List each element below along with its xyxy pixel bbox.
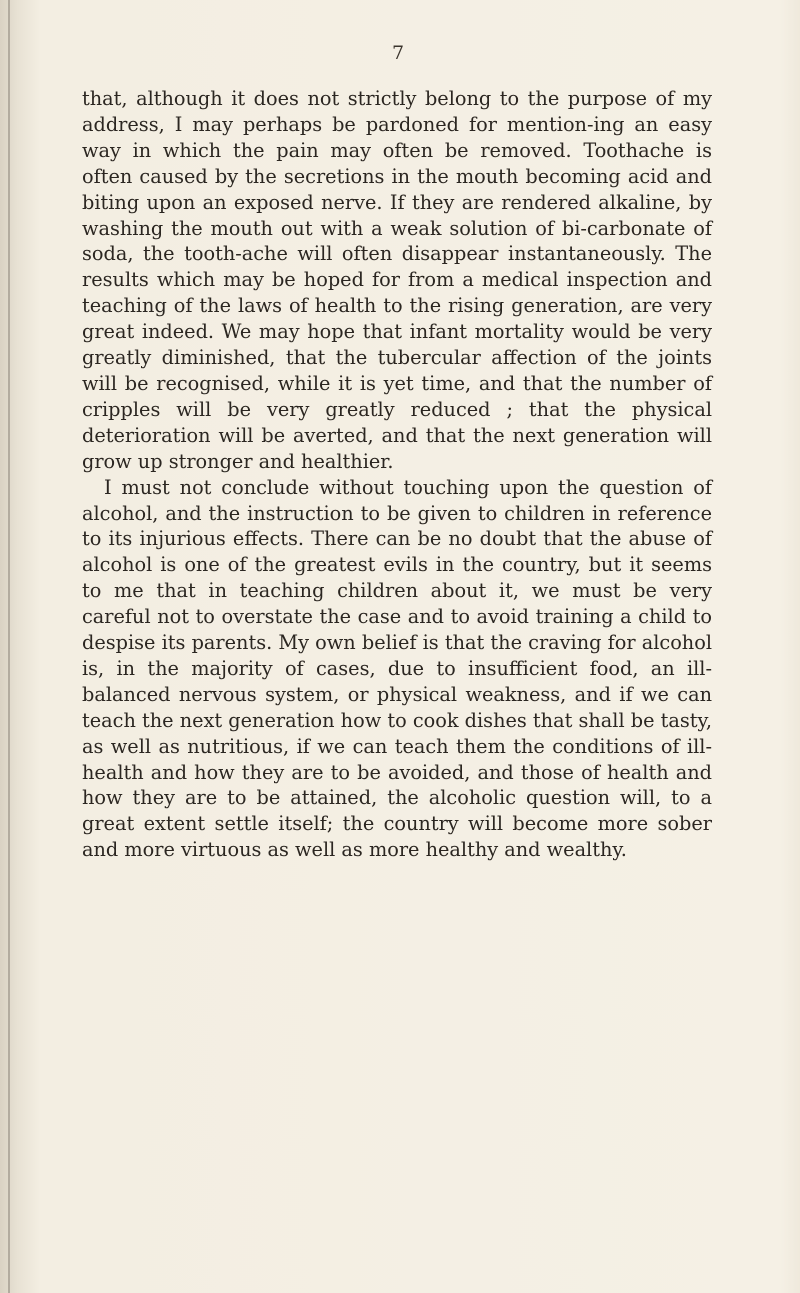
paragraph-alcohol: I must not conclude without touching upon the question of alcohol, and the instruction to be given to children in reference to its injurious effects. There can be no doubt that the abuse of alcohol is one of the greatest evils in the country, but it seems to me that in teaching children about it, we must be very careful not to overstate the case and to avoid training a child to despise its parents. My own belief is that the craving for alcohol is, in the majority of cases, due to insufficient food, an ill-balanced nervous system, or physical weakness, and if we can teach the next generation how to cook dishes that shall be tasty, as well as nutritious, if we can teach them the conditions of ill-health and how they are to be avoided, and those of health and how they are to be attained, the alcoholic question will, to a great extent settle itself; the country will become more sober and more virtuous as well as more healthy and wealthy. (82, 475, 712, 862)
page-number: 7 (392, 42, 405, 64)
paragraph-toothache: that, although it does not strictly belong to the purpose of my address, I may perhaps be pardoned for mention-ing an easy way in which the pain may often be removed. Toothache is often caused by the secretions in the mouth becoming acid and biting upon an exposed nerve. If they are rendered alkaline, by washing the mouth out with a weak solution of bi-carbonate of soda, the tooth-ache will often disappear instantaneously. The results which may be hoped for from a medical inspection and teaching of the laws of health to the rising generation, are very great indeed. We may hope that infant mortality would be very greatly diminished, that the tubercular affection of the joints will be recognised, while it is yet time, and that the number of cripples will be very greatly reduced ; that the physical deterioration will be averted, and that the next generation will grow up stronger and healthier. (82, 87, 712, 473)
binding-gutter (8, 0, 10, 1293)
body-text (82, 86, 712, 863)
